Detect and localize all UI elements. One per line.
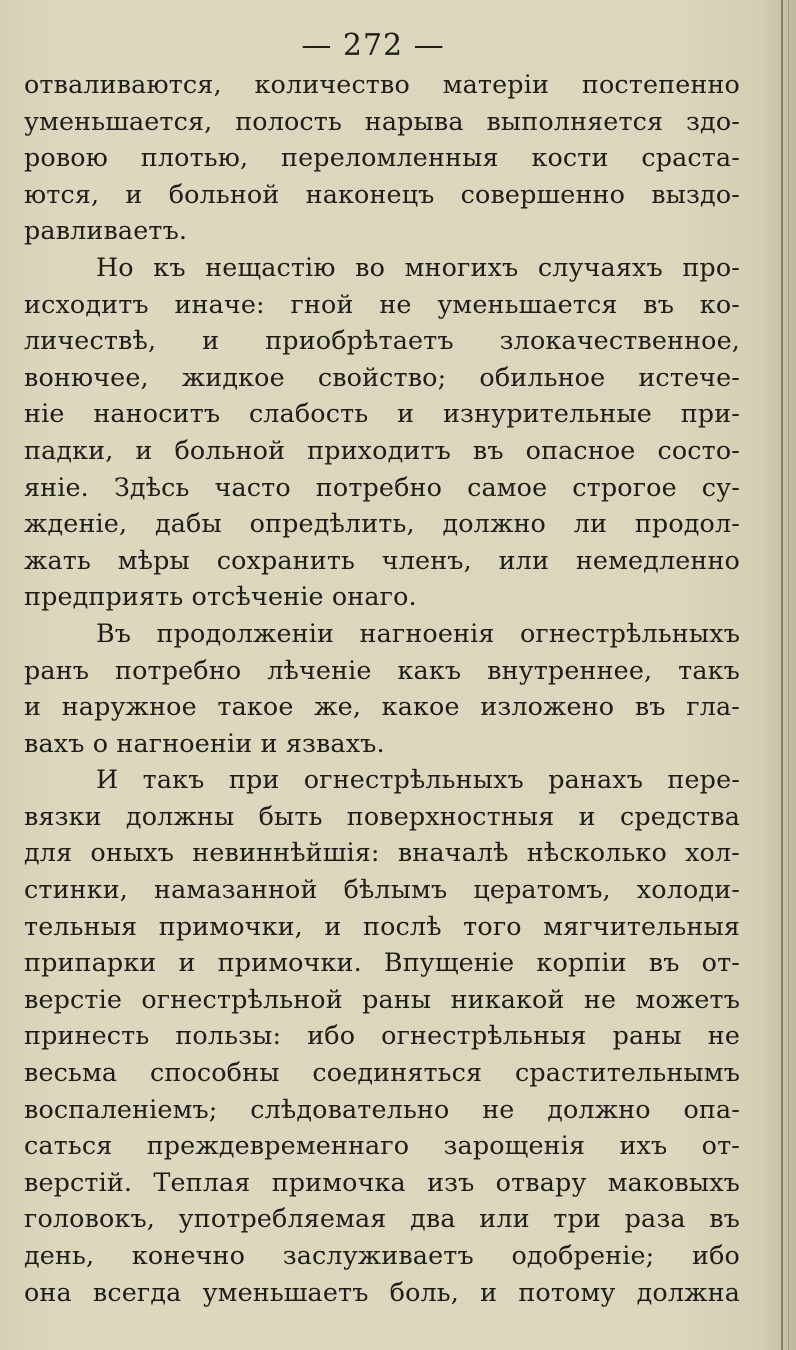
- text-line: ровою плотью, переломленныя кости сраста-: [24, 142, 740, 173]
- text-line: тельныя примочки, и послѣ того мягчительныя: [24, 910, 740, 941]
- text-line: уменьшается, полость нарыва выполняется здо-: [24, 105, 740, 136]
- text-line: верстіе огнестрѣльной раны никакой не можетъ: [24, 983, 740, 1014]
- text-line: ранъ потребно лѣченіе какъ внутреннее, такъ: [24, 654, 740, 685]
- text-line: И такъ при огнестрѣльныхъ ранахъ пере-: [96, 764, 740, 795]
- text-line: отваливаются, количество матеріи постепенно: [24, 69, 740, 99]
- text-line: жать мѣры сохранить членъ, или немедленно: [24, 544, 740, 575]
- text-line: равливаетъ.: [24, 215, 188, 246]
- page-edge-line: [781, 0, 783, 1350]
- text-line: ніе наноситъ слабость и изнурительные при-: [24, 398, 740, 429]
- text-line: стинки, намазанной бѣлымъ цератомъ, холоди-: [24, 874, 740, 905]
- text-line: и наружное такое же, какое изложено въ гла-: [24, 691, 740, 722]
- text-line: Но къ нещастію во многихъ случаяхъ про-: [96, 251, 740, 282]
- text-line: вахъ о нагноеніи и язвахъ.: [24, 727, 385, 758]
- page-number: — 272 —: [301, 28, 445, 63]
- text-line: предприять отсѣченіе онаго.: [24, 581, 417, 612]
- text-line: принесть пользы: ибо огнестрѣльныя раны не: [24, 1020, 740, 1051]
- text-line: Въ продолженіи нагноенія огнестрѣльныхъ: [96, 617, 740, 648]
- text-line: жденіе, дабы опредѣлить, должно ли продол-: [24, 508, 740, 539]
- text-line: вязки должны быть поверхностныя и средства: [24, 800, 740, 831]
- text-line: саться преждевременнаго зарощенія ихъ от-: [24, 1130, 740, 1161]
- text-line: верстій. Теплая примочка изъ отвару маковыхъ: [24, 1166, 740, 1197]
- text-line: воспаленіемъ; слѣдовательно не должно опа-: [24, 1093, 740, 1124]
- text-line: припарки и примочки. Впущеніе корпіи въ от-: [24, 947, 740, 978]
- page-text: [24, 66, 740, 1310]
- text-line: падки, и больной приходитъ въ опасное состо-: [24, 434, 740, 465]
- text-line: для оныхъ невиннѣйшія: вначалѣ нѣсколько хол-: [24, 837, 740, 868]
- text-line: день, конечно заслуживаетъ одобреніе; ибо: [24, 1240, 740, 1270]
- text-line: она всегда уменьшаетъ боль, и потому должна: [24, 1276, 740, 1307]
- text-line: весьма способны соединяться срастительнымъ: [24, 1057, 740, 1088]
- text-line: яніе. Здѣсь часто потребно самое строгое су-: [24, 471, 740, 502]
- page-edge-line-2: [788, 0, 789, 1350]
- text-line: исходитъ иначе: гной не уменьшается въ ко-: [24, 288, 740, 319]
- text-line: вонючее, жидкое свойство; обильное истече-: [24, 361, 740, 392]
- text-line: ются, и больной наконецъ совершенно выздо-: [24, 178, 740, 209]
- text-line: личествѣ, и приобрѣтаетъ злокачественное,: [24, 325, 740, 356]
- text-line: головокъ, употребляемая два или три раза въ: [24, 1203, 740, 1234]
